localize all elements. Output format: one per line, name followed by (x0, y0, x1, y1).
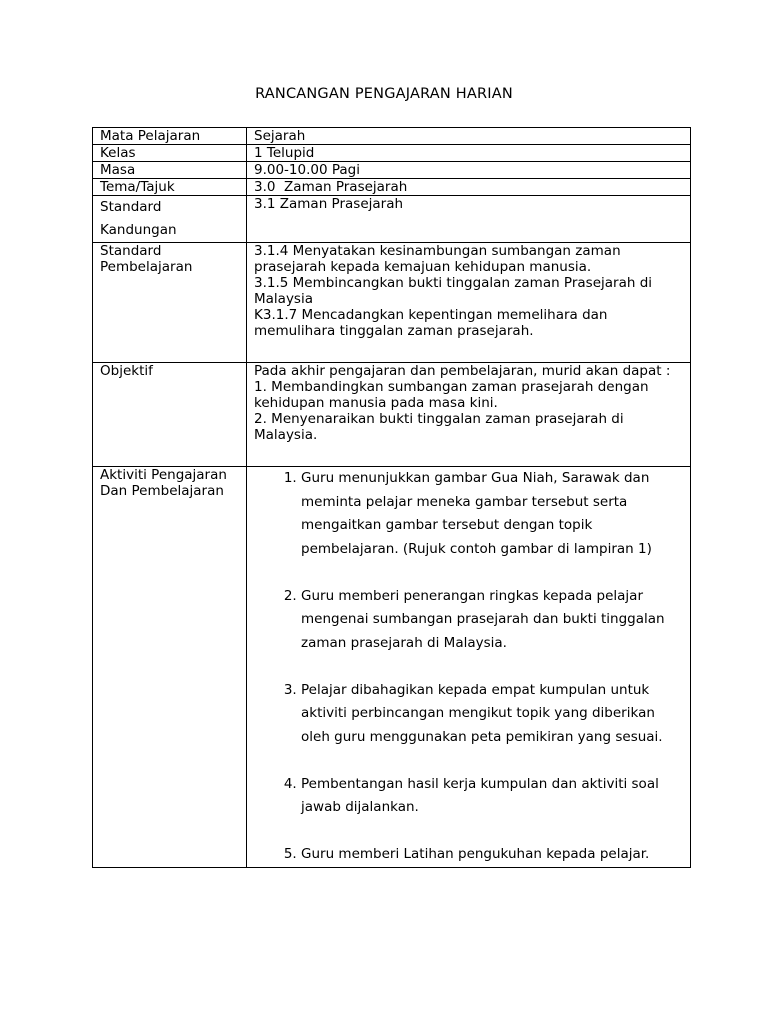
label-masa: Masa (93, 162, 247, 179)
sp-item: K3.1.7 Mencadangkan kepentingan memelihara dan memulihara tinggalan zaman prasejarah. (254, 307, 608, 339)
label-standard-pembelajaran-line1: Standard (100, 243, 162, 259)
objektif-intro: Pada akhir pengajaran dan pembelajaran, murid akan dapat : (254, 363, 671, 379)
value-aktiviti (247, 467, 691, 868)
value-mata-pelajaran: Sejarah (247, 128, 691, 145)
spacer (254, 443, 683, 466)
value-standard-pembelajaran (247, 243, 691, 363)
sp-item: 3.1.5 Membincangkan bukti tinggalan zaman Prasejarah di Malaysia (254, 275, 653, 307)
label-aktiviti-line2: Dan Pembelajaran (100, 483, 224, 499)
label-standard-pembelajaran (93, 243, 247, 363)
aktiviti-item: 2. Guru memberi penerangan ringkas kepada pelajar mengenai sumbangan prasejarah dan bukti tinggalan zaman prasejarah di Malaysia. (301, 585, 683, 656)
table-row-standard-pembelajaran (93, 243, 691, 363)
objektif-item: 2. Menyenaraikan bukti tinggalan zaman prasejarah di Malaysia. (254, 411, 624, 443)
label-standard-kandungan-line1: Standard (100, 199, 162, 215)
aktiviti-item: 1. Guru menunjukkan gambar Gua Niah, Sarawak dan meminta pelajar meneka gambar tersebut serta mengaitkan gambar tersebut dengan topik pembelajaran. (Rujuk contoh gambar di lampiran 1) (301, 467, 683, 561)
label-standard-pembelajaran-line2: Pembelajaran (100, 259, 193, 275)
aktiviti-item: 5. Guru memberi Latihan pengukuhan kepada pelajar. (301, 843, 683, 867)
table-row-mata-pelajaran (93, 128, 691, 145)
aktiviti-list (254, 467, 683, 867)
value-kelas: 1 Telupid (247, 145, 691, 162)
label-kelas: Kelas (93, 145, 247, 162)
value-masa: 9.00-10.00 Pagi (247, 162, 691, 179)
value-standard-kandungan: 3.1 Zaman Prasejarah (247, 196, 691, 243)
aktiviti-item: 4. Pembentangan hasil kerja kumpulan dan aktiviti soal jawab dijalankan. (301, 773, 683, 820)
label-mata-pelajaran: Mata Pelajaran (93, 128, 247, 145)
value-objektif (247, 363, 691, 467)
label-tema: Tema/Tajuk (93, 179, 247, 196)
spacer (254, 339, 683, 362)
label-standard-kandungan-line2: Kandungan (100, 222, 177, 238)
label-standard-kandungan (93, 196, 247, 243)
table-row-standard-kandungan (93, 196, 691, 243)
sp-item: 3.1.4 Menyatakan kesinambungan sumbangan zaman prasejarah kepada kemajuan kehidupan manusia. (254, 243, 621, 275)
table-row-tema (93, 179, 691, 196)
label-objektif: Objektif (93, 363, 247, 467)
value-tema: 3.0 Zaman Prasejarah (247, 179, 691, 196)
lesson-plan-table (92, 127, 691, 868)
table-row-aktiviti (93, 467, 691, 868)
label-aktiviti-line1: Aktiviti Pengajaran (100, 467, 227, 483)
objektif-item: 1. Membandingkan sumbangan zaman prasejarah dengan kehidupan manusia pada masa kini. (254, 379, 649, 411)
label-aktiviti (93, 467, 247, 868)
page-title: RANCANGAN PENGAJARAN HARIAN (255, 86, 513, 102)
aktiviti-item: 3. Pelajar dibahagikan kepada empat kumpulan untuk aktiviti perbincangan mengikut topik yang diberikan oleh guru menggunakan peta pemikiran yang sesuai. (301, 679, 683, 750)
table-row-kelas (93, 145, 691, 162)
table-row-objektif (93, 363, 691, 467)
table-row-masa (93, 162, 691, 179)
